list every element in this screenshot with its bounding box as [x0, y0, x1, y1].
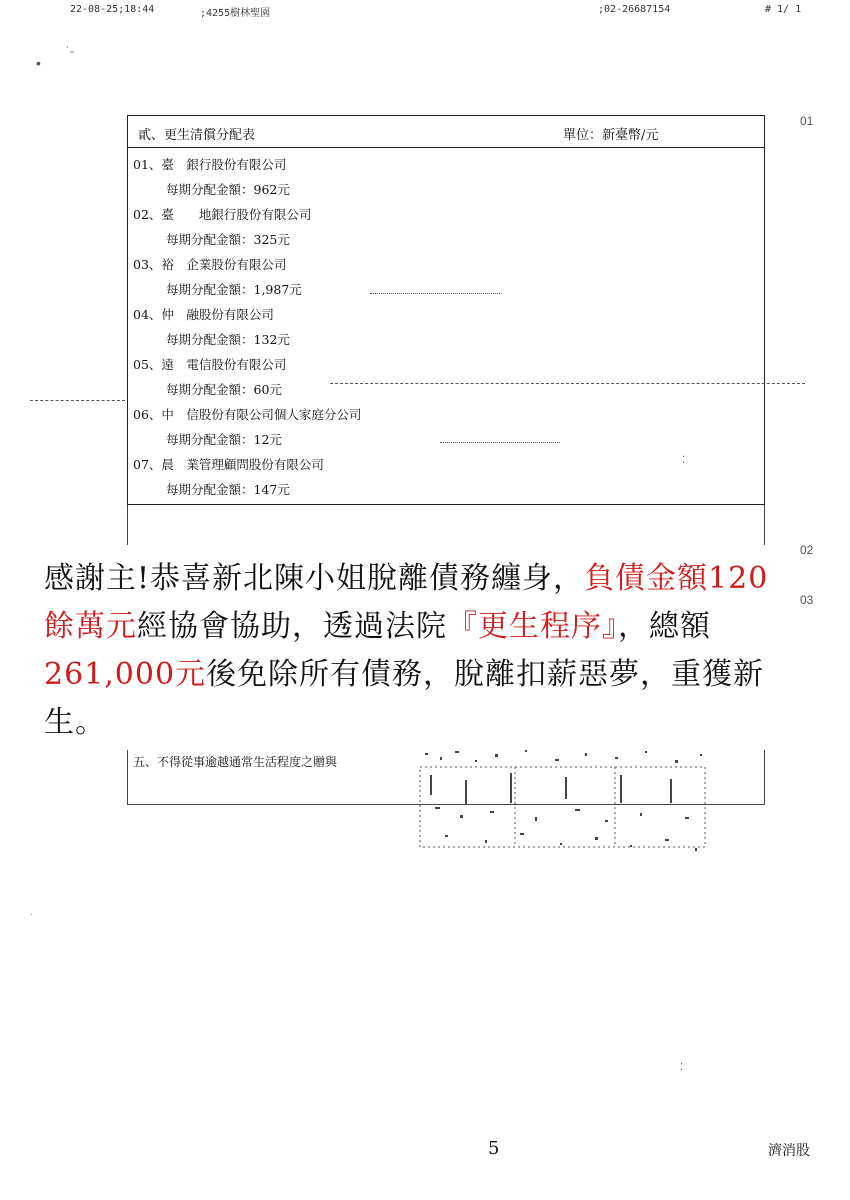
creditor-entry — [128, 452, 764, 502]
fax-phone: ;02-26687154 — [598, 4, 671, 15]
creditor-name: 02、臺 地銀行股份有限公司 — [133, 207, 312, 222]
scan-speck: • — [36, 55, 41, 71]
fax-sender: ;4255樹林聖園 — [200, 8, 271, 19]
scan-speck: · — [30, 910, 33, 919]
scan-dash-line — [440, 442, 560, 443]
scan-noise-stamp — [415, 745, 715, 860]
creditor-entry — [128, 402, 764, 452]
testimonial-part: 後免除所有債務，脫離扣薪惡夢，重獲新生。 — [44, 657, 765, 740]
margin-mark-01: 01 — [800, 114, 814, 128]
testimonial-part: 感謝主!恭喜新北陳小姐脫離債務纏身， — [44, 561, 585, 596]
creditor-amount: 每期分配金額：60元 — [166, 382, 282, 397]
scan-speck: ⁚ — [680, 1062, 684, 1073]
creditor-entry — [128, 152, 764, 202]
department-label: 濟消股 — [768, 1143, 810, 1159]
fax-timestamp: 22-08-25;18:44 — [70, 4, 155, 15]
creditor-name: 05、遠 電信股份有限公司 — [133, 357, 287, 372]
creditor-entry — [128, 302, 764, 352]
margin-mark-03: 03 — [800, 593, 814, 607]
creditor-name: 06、中 信股份有限公司個人家庭分公司 — [133, 407, 362, 422]
testimonial-part: ，總額 — [618, 609, 711, 644]
table-title: 貳、更生清償分配表 — [138, 128, 256, 143]
procedure-highlight: 『更生程序』 — [447, 609, 618, 644]
table-unit: 單位：新臺幣/元 — [563, 128, 659, 143]
creditor-entry — [128, 202, 764, 252]
fax-header — [0, 4, 850, 22]
testimonial-overlay — [38, 545, 780, 750]
clause-five: 五、不得從事逾越通常生活程度之贈與 — [133, 755, 338, 769]
creditor-amount: 每期分配金額：132元 — [166, 332, 290, 347]
creditor-entry — [128, 252, 764, 302]
creditor-amount: 每期分配金額：12元 — [166, 432, 282, 447]
total-amount-highlight: 261,000元 — [44, 657, 207, 692]
creditor-amount: 每期分配金額：962元 — [166, 182, 290, 197]
creditor-amount: 每期分配金額：325元 — [166, 232, 290, 247]
creditor-name: 04、仲 融股份有限公司 — [133, 307, 274, 322]
page-number: 5 — [488, 1138, 500, 1159]
table-header — [128, 116, 764, 148]
creditor-amount: 每期分配金額：147元 — [166, 482, 290, 497]
repayment-distribution-table — [127, 115, 765, 505]
creditor-name: 07、晨 業管理顧問股份有限公司 — [133, 457, 324, 472]
testimonial-text — [38, 545, 780, 747]
margin-mark-02: 02 — [800, 543, 814, 557]
scan-speck: ⁚ — [682, 455, 686, 466]
creditor-name: 03、裕 企業股份有限公司 — [133, 257, 287, 272]
fax-page-count: # 1/ 1 — [765, 4, 802, 15]
creditor-amount: 每期分配金額：1,987元 — [166, 282, 302, 297]
creditor-list — [128, 152, 764, 502]
debt-amount-highlight: 負債金額120餘萬元 — [44, 561, 769, 644]
scan-dash-line — [30, 400, 125, 401]
creditor-name: 01、臺 銀行股份有限公司 — [133, 157, 287, 172]
creditor-entry — [128, 352, 764, 402]
scan-speck: ˙‐ — [66, 44, 74, 58]
testimonial-part: 經協會協助，透過法院 — [137, 609, 447, 644]
scan-dash-line — [330, 383, 805, 384]
scan-dash-line — [370, 293, 500, 294]
